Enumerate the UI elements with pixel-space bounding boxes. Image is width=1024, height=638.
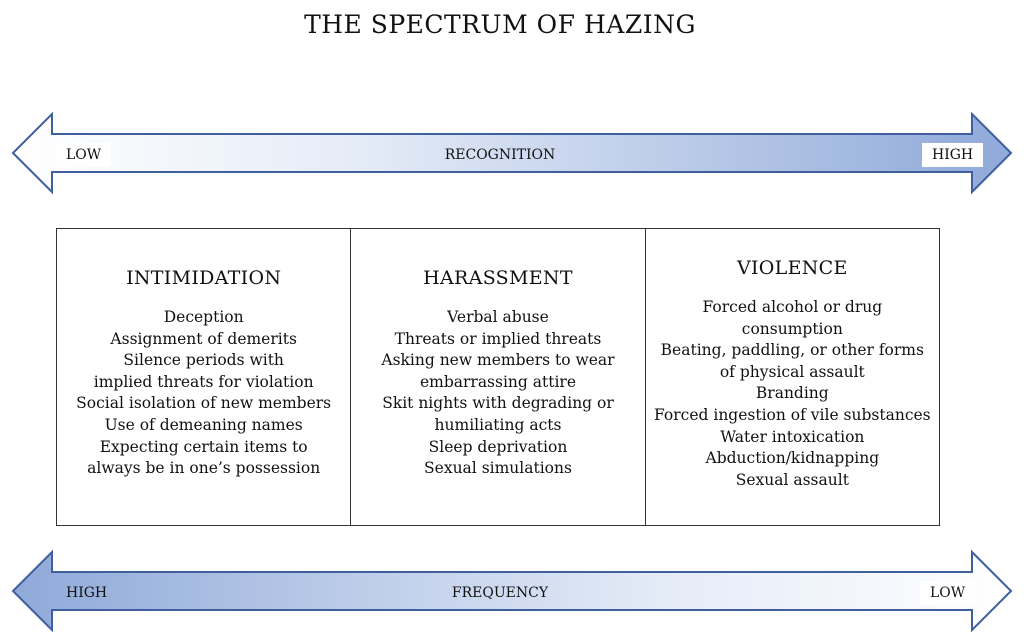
recognition-arrow xyxy=(0,112,1024,194)
violence-items xyxy=(652,297,933,491)
harassment-heading: HARASSMENT xyxy=(423,267,573,289)
intimidation-column xyxy=(57,229,350,525)
list-item: Expecting certain items to always be in one’s possession xyxy=(87,437,321,478)
list-item: Skit nights with degrading or humiliating acts xyxy=(382,394,614,434)
list-item: Use of demeaning names xyxy=(104,415,303,434)
frequency-high-label: HIGH xyxy=(66,585,108,601)
list-item: Social isolation of new members xyxy=(76,394,332,413)
list-item: Asking new members to wear embarrassing attire xyxy=(381,351,615,391)
frequency-arrow xyxy=(0,550,1024,632)
list-item: Sexual assault xyxy=(735,470,849,489)
list-item: Abduction/kidnapping xyxy=(705,449,880,468)
list-item: Water intoxication xyxy=(720,427,865,446)
list-item: Beating, paddling, or other forms of physical assault xyxy=(660,341,924,381)
recognition-low-label: LOW xyxy=(56,143,111,167)
list-item: Threats or implied threats xyxy=(394,329,602,348)
list-item: Forced ingestion of vile substances xyxy=(654,405,931,424)
list-item: Sleep deprivation xyxy=(428,437,568,456)
frequency-center-label: FREQUENCY xyxy=(451,585,549,601)
violence-heading: VIOLENCE xyxy=(736,257,848,279)
diagram-title: THE SPECTRUM OF HAZING xyxy=(304,10,696,39)
recognition-center-label: RECOGNITION xyxy=(444,147,556,163)
recognition-high-label: HIGH xyxy=(922,143,983,167)
violence-column xyxy=(645,229,939,525)
list-item: Deception xyxy=(163,308,244,326)
harassment-column xyxy=(350,229,644,525)
frequency-low-label: LOW xyxy=(920,581,975,605)
list-item: Silence periods with implied threats for violation xyxy=(93,351,314,391)
harassment-items xyxy=(357,307,638,480)
list-item: Sexual simulations xyxy=(424,459,572,478)
list-item: Branding xyxy=(755,384,829,403)
intimidation-heading: INTIMIDATION xyxy=(126,267,282,289)
hazing-categories-table xyxy=(56,228,940,526)
list-item: Verbal abuse xyxy=(447,308,549,326)
list-item: Forced alcohol or drug consumption xyxy=(702,298,883,338)
list-item: Assignment of demerits xyxy=(110,329,297,348)
intimidation-items xyxy=(63,307,344,480)
